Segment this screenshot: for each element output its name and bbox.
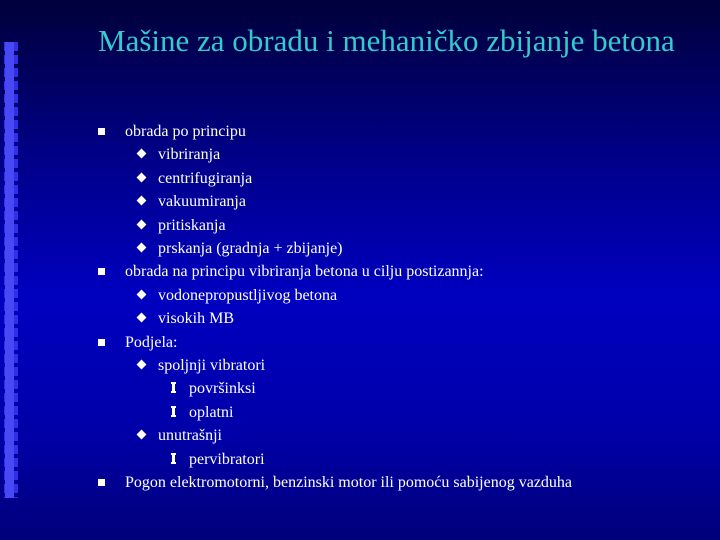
item-text: pritiskanja [158, 216, 226, 234]
list-item [98, 260, 708, 283]
list-item [98, 448, 708, 471]
diamond-bullet-icon [137, 430, 147, 440]
item-text: oplatni [189, 403, 234, 421]
list-item [98, 307, 708, 330]
diamond-bullet-icon [137, 219, 147, 229]
item-text: Pogon elektromotorni, benzinski motor ili pomoću sabijenog vazduha [125, 474, 573, 492]
diamond-bullet-icon [137, 149, 147, 159]
diamond-bullet-icon [137, 289, 147, 299]
item-text: obrada na principu vibriranja betona u cilju postizannja: [125, 263, 484, 281]
slide-title: Mašine za obradu i mehaničko zbijanje betona [98, 23, 675, 58]
item-text: spoljnji vibratori [158, 357, 266, 375]
diamond-bullet-icon [137, 172, 147, 182]
ibeam-bullet-icon [172, 406, 175, 417]
ibeam-bullet-icon [172, 453, 175, 464]
item-text: vakuumiranja [158, 193, 246, 211]
list-item [98, 143, 708, 166]
list-item [98, 237, 708, 260]
item-text: centrifugiranja [158, 169, 253, 187]
list-item [98, 377, 708, 400]
item-text: unutrašnji [158, 427, 222, 445]
square-bullet-icon [98, 128, 105, 135]
ibeam-bullet-icon [172, 382, 175, 393]
list-item [98, 331, 708, 354]
diamond-bullet-icon [137, 360, 147, 370]
list-item [98, 401, 708, 424]
square-bullet-icon [98, 268, 105, 275]
diamond-bullet-icon [137, 313, 147, 323]
list-item [98, 424, 708, 447]
item-text: obrada po principu [125, 123, 246, 140]
item-text: pervibratori [189, 450, 265, 468]
list-item [98, 354, 708, 377]
item-text: prskanja (gradnja + zbijanje) [158, 240, 343, 258]
item-text: visokih MB [158, 310, 235, 328]
list-item [98, 214, 708, 237]
square-bullet-icon [98, 479, 105, 486]
list-item [98, 190, 708, 213]
item-text: vodonepropustljivog betona [158, 286, 338, 304]
list-item [98, 471, 708, 494]
square-bullet-icon [98, 339, 105, 346]
item-text: površinksi [189, 380, 256, 398]
item-text: Podjela: [125, 333, 178, 351]
diamond-bullet-icon [137, 196, 147, 206]
list-item [98, 167, 708, 190]
bullet-list [98, 120, 708, 495]
diamond-bullet-icon [137, 243, 147, 253]
item-text: vibriranja [158, 146, 221, 164]
decorative-dot-column [4, 42, 18, 498]
list-item [98, 284, 708, 307]
list-item [98, 120, 708, 143]
